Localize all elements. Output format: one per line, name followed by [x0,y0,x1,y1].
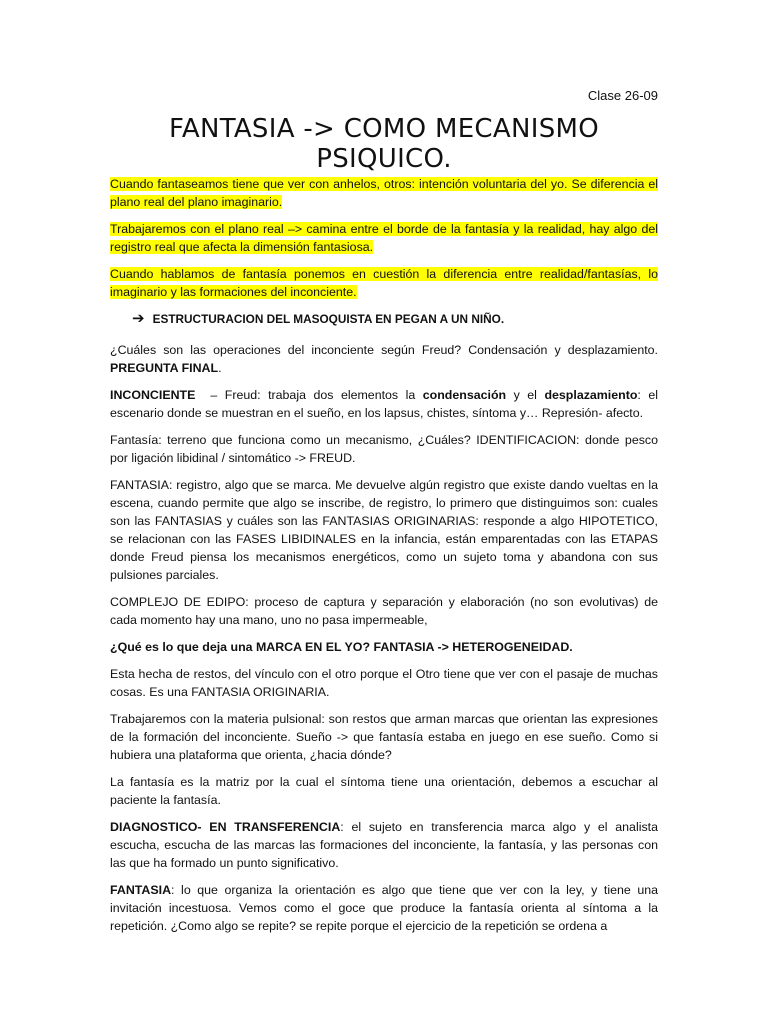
arrow-bullet-item [132,310,658,328]
bold-term: desplazamiento [544,388,638,402]
paragraph-highlight-1 [110,175,658,211]
paragraph-marca-yo: ¿Qué es lo que deja una MARCA EN EL YO? FANTASIA -> HETEROGENEIDAD. [110,640,573,654]
highlighted-text: Cuando fantaseamos tiene que ver con anhelos, otros: intención voluntaria del yo. Se diferencia el plano real del plano imaginario. [110,177,658,209]
bold-term: FANTASIA [110,883,172,897]
text: y el [506,388,545,402]
text: ¿Cuáles son las operaciones del inconciente según Freud? Condensación y desplazamiento. [110,343,658,357]
bold-term: condensación [422,388,507,402]
page-title: FANTASIA -> COMO MECANISMO PSIQUICO. [168,114,599,174]
paragraph-fantasia-ley [110,881,658,935]
bold-term: INCONCIENTE [110,388,196,402]
paragraph-diagnostico [110,818,658,872]
highlighted-text: Cuando hablamos de fantasía ponemos en cuestión la diferencia entre realidad/fantasías, lo imaginario y las formaciones del inconciente. [110,267,658,299]
paragraph-operations [110,341,658,377]
bullet-text: ESTRUCTURACION DEL MASOQUISTA EN PEGAN A UN NIÑO. [152,312,505,326]
bold-text: PREGUNTA FINAL [110,361,219,375]
paragraph-highlight-3 [110,265,658,301]
paragraph-materia-pulsional: Trabajaremos con la materia pulsional: son restos que arman marcas que orientan las expresiones de la formación del inconciente. Sueño -> que fantasía estaba en juego en ese sueño. Como si hubiera una plataforma que orienta, ¿hacia dónde? [110,712,658,762]
text: – Freud: trabaja dos elementos la [195,388,423,402]
paragraph-highlight-2 [110,220,658,256]
right-arrow-icon: ➔ [132,310,145,327]
paragraph-fantasia-terreno: Fantasía: terreno que funciona como un mecanismo, ¿Cuáles? IDENTIFICACION: donde pesco por ligación libidinal / sintomático -> FREUD. [110,433,658,465]
paragraph-inconciente [110,386,658,422]
paragraph-matriz: La fantasía es la matriz por la cual el síntoma tiene una orientación, debemos a escuchar al paciente la fantasía. [110,775,658,807]
paragraph-edipo: COMPLEJO DE EDIPO: proceso de captura y separación y elaboración (no son evolutivas) de cada momento hay una mano, uno no pasa impermeable, [110,595,658,627]
bold-term: DIAGNOSTICO- EN TRANSFERENCIA [110,820,341,834]
text: : el sujeto en transferencia marca algo y el analista escucha, escucha de las marcas las formaciones del inconciente, la fantasía, y las personas con las que ha formado un punto significativo. [110,820,658,870]
text: : el escenario donde se muestran en el sueño, en los lapsus, chistes, síntoma y… Represión- afecto. [110,388,659,420]
paragraph-fantasia-registro: FANTASIA: registro, algo que se marca. Me devuelve algún registro que existe dando vueltas en la escena, cuando permite que algo se inscribe, de registro, lo primero que distinguimos son: cuales son las FANTASIAS y cuáles son las FANTASIAS ORIGINARIAS: responde a algo HIPOTETICO, se relacionan con las FASES LIBIDINALES en la infancia, están emparentadas con las ETAPAS donde Freud piensa los mecanismos energéticos, como un sujeto toma y abandona con sus pulsiones parciales. [110,478,658,582]
text: : lo que organiza la orientación es algo que tiene que ver con la ley, y tiene una invitación incestuosa. Vemos como el goce que produce la fantasía orienta al síntoma a la repetición. ¿Como algo se repite? se repite porque el ejercicio de la repetición se ordena a [110,883,658,933]
document-body [110,175,658,944]
class-date: Clase 26-09 [587,88,658,103]
text: . [218,361,222,375]
highlighted-text: Trabajaremos con el plano real –> camina entre el borde de la fantasía y la realidad, hay algo del registro real que afecta la dimensión fantasiosa. [110,222,658,254]
paragraph-restos: Esta hecha de restos, del vínculo con el otro porque el Otro tiene que ver con el pasaje de muchas cosas. Es una FANTASIA ORIGINARIA. [110,667,658,699]
